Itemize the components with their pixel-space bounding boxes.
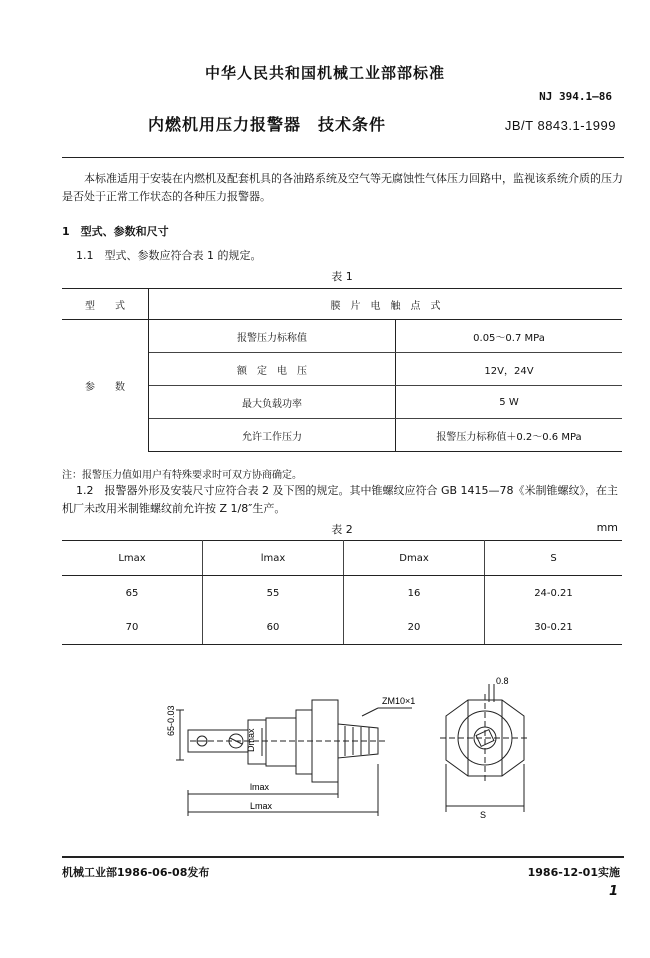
table2-caption: 表 2 (331, 523, 353, 536)
l-max-label: lmax (250, 782, 270, 792)
table-cell: 60 (203, 610, 344, 645)
table1-header-type: 型 式 (62, 289, 149, 320)
effective-date: 1986-12-01实施 (527, 866, 620, 879)
table-cell: 报警压力标称值＋0.2～0.6 MPa (396, 419, 623, 452)
L-max-label: Lmax (250, 801, 273, 811)
standard-code-nj: NJ 394.1—86 (539, 90, 612, 103)
table-cell: 16 (344, 576, 485, 611)
table-cell: 允许工作压力 (149, 419, 396, 452)
table-2 (62, 540, 622, 645)
table1-caption: 表 1 (331, 270, 353, 283)
height-dim-label: 65-0.03 (166, 705, 176, 736)
document-title: 内燃机用压力报警器 技术条件 (148, 115, 387, 134)
table-cell: 55 (203, 576, 344, 611)
table-cell: 24-0.21 (534, 587, 573, 599)
table2-header: S (485, 541, 623, 576)
table1-note: 注：报警压力值如用户有特殊要求时可双方协商确定。 (62, 470, 302, 481)
table-cell: 0.05～0.7 MPa (396, 320, 623, 353)
scope-paragraph: 本标准适用于安装在内燃机及配套机具的各油路系统及空气等无腐蚀性气体压力回路中，监视该系统介质的压力是否处于正常工作状态的各种压力报警器。 (62, 172, 623, 203)
table2-header: lmax (203, 541, 344, 576)
section-heading: 1 型式、参数和尺寸 (62, 225, 169, 238)
issuing-organization: 中华人民共和国机械工业部部标准 (204, 64, 445, 82)
table2-header: Dmax (344, 541, 485, 576)
s-label: S (480, 810, 487, 820)
table-cell: 额 定 电 压 (149, 353, 396, 386)
table-cell: 5 W (396, 386, 623, 419)
page-number: 1 (608, 884, 618, 899)
table-cell: 报警压力标称值 (149, 320, 396, 353)
issue-date: 机械工业部1986-06-08发布 (62, 866, 210, 879)
gap-dim-label: 0.8 (496, 676, 509, 686)
table2-header: Lmax (62, 541, 203, 576)
thread-label: ZM10×1 (382, 696, 416, 706)
header-divider (62, 157, 624, 158)
table1-header-kind: 膜 片 电 触 点 式 (149, 289, 623, 320)
table-1 (62, 288, 622, 452)
table1-row-group: 参 数 (62, 320, 149, 452)
table-cell: 65 (62, 576, 203, 611)
table-cell: 12V，24V (396, 353, 623, 386)
table-cell: 30-0.21 (485, 610, 623, 645)
table2-unit: mm (596, 521, 618, 534)
table-cell: 20 (344, 610, 485, 645)
standard-code-jb: JB/T 8843.1-1999 (504, 118, 616, 133)
table-cell: 最大负载功率 (149, 386, 396, 419)
clause-1-2: 1.2 报警器外形及安装尺寸应符合表 2 及下图的规定。其中锥螺纹应符合 GB 1415—78《米制锥螺纹》，在主机厂未改用米制锥螺纹前允许按 Z 1/8″生产。 (62, 484, 619, 515)
alarm-outline-drawing (150, 672, 610, 822)
table-cell: 70 (62, 610, 203, 645)
d-max-label: Dmax (246, 728, 256, 752)
footer-divider (62, 856, 624, 858)
clause-1-1: 1.1 型式、参数应符合表 1 的规定。 (76, 249, 262, 262)
